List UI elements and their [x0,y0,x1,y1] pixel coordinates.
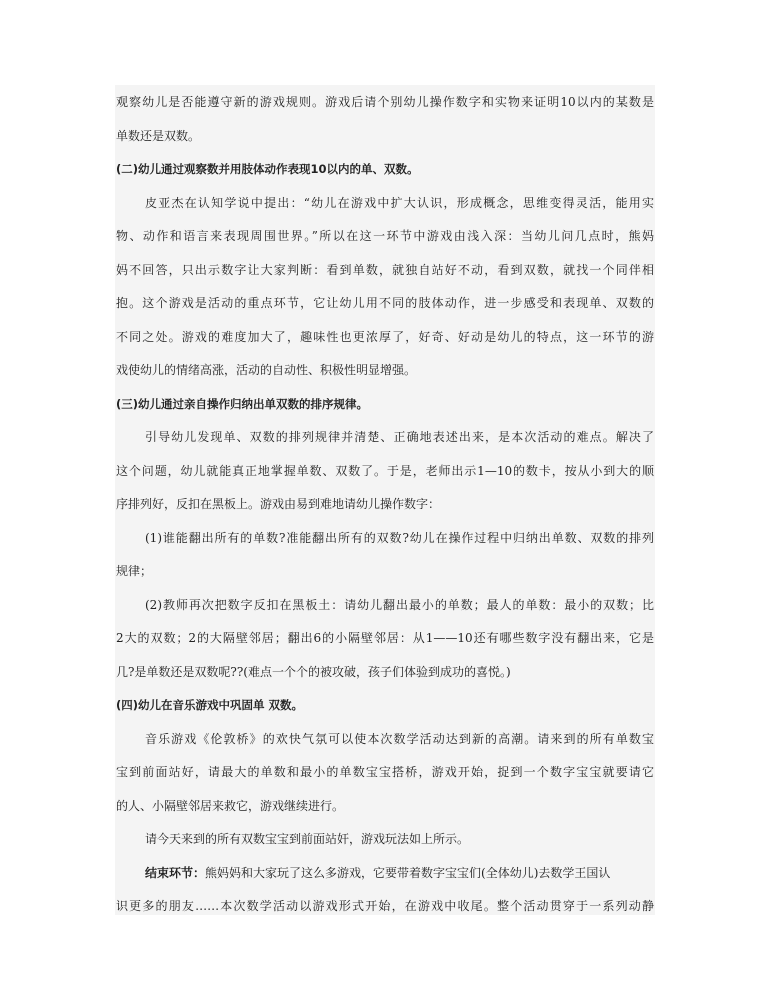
paragraph-line: 识更多的朋友……本次数学活动以游戏形式开始，在游戏中收尾。整个活动贯穿于一系列动静 [116,899,654,913]
section-heading-3: (三)幼儿通过亲自操作归纳出单双数的排序规律。 [116,396,369,411]
closing-label: 结束环节： [145,865,206,880]
paragraph-line: 物、动作和语言来表现周围世界。”所以在这一环节中游戏由浅入深：当幼儿问几点时，熊妈 [116,229,654,243]
section-heading-4: (四)幼儿在音乐游戏中巩固单 双数。 [116,698,304,712]
paragraph-line: 音乐游戏《伦敦桥》的欢快气氛可以使本次数学活动达到新的高潮。请来到的所有单数宝 [145,731,654,746]
paragraph-line: 2大的双数；2的大隔壁邻居；翻出6的小隔壁邻居：从1——10还有哪些数字没有翻出来，它是 [116,631,654,645]
paragraph-line: 观察幼儿是否能遵守新的游戏规则。游戏后请个别幼儿操作数字和实物来证明10以内的某数是 [116,95,654,109]
paragraph-line: 序排列好，反扣在黑板上。游戏由易到难地请幼儿操作数字： [116,497,441,511]
document-body [116,86,654,924]
paragraph-line: 几?是单数还是双数呢??(难点一个个的被攻破，孩子们体验到成功的喜悦。) [116,664,511,679]
closing-paragraph-line [116,857,654,891]
paragraph-line: 这个问题，幼儿就能真正地掌握单数、双数了。于是，老师出示1—10的数卡，按从小到大的顺 [116,463,654,478]
list-item-1: (1)谁能翻出所有的单数?准能翻出所有的双数?幼儿在操作过程中归纳出单数、双数的排列 [145,530,654,545]
paragraph-line: 请今天来到的所有双数宝宝到前面站奸，游戏玩法如上所示。 [145,832,470,846]
list-item-2: (2)教师再次把数字反扣在黑板土：请幼儿翻出最小的单数；最人的单数：最小的双数；比 [145,597,654,612]
paragraph-line: 抱。这个游戏是活动的重点环节，它让幼儿用不同的肢体动作，进一步感受和表现单、双数的 [116,296,654,310]
paragraph-line: 引导幼儿发现单、双数的排列规律并清楚、正确地表述出来，是本次活动的难点。解决了 [145,430,654,444]
paragraph-line: 的人、小隔壁邻居来救它，游戏继续进行。 [116,798,345,813]
paragraph-line: 戏使幼儿的情绪高涨，活动的自动性、积极性明显增强。 [116,363,417,377]
closing-text: 熊妈妈和大家玩了这么多游戏，它要带着数字宝宝们(全体幼儿)去数学王国认 [205,865,611,880]
paragraph-line: 皮亚杰在认知学说中提出：“幼儿在游戏中扩大认识，形成概念，思维变得灵活，能用实 [145,195,654,210]
paragraph-line: 妈不回答，只出示数字让大家判断：看到单数，就独自站好不动，看到双数，就找一个同伴相 [116,262,654,277]
section-heading-2: (二)幼儿通过观察数并用肢体动作表现10以内的单、双数。 [116,162,419,176]
paragraph-line: 宝到前面站好，请最大的单数和最小的单数宝宝搭桥，游戏开始，捉到一个数字宝宝就要请它 [116,765,654,779]
paragraph-line: 不同之处。游戏的难度加大了，趣味性也更浓厚了，好奇、好动是幼儿的特点，这一环节的游 [116,329,654,344]
paragraph-line: 规律； [116,564,153,578]
paragraph-line: 单数还是双数。 [116,128,201,143]
